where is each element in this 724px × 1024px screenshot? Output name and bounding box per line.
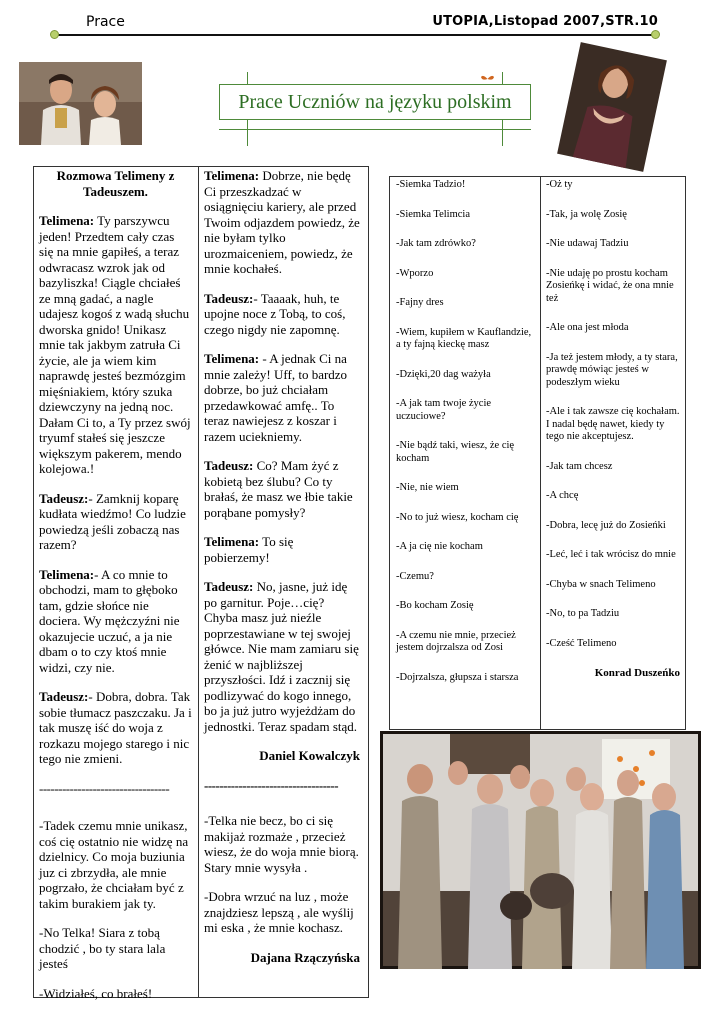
dialogue-line: -Tak, ja wolę Zosię bbox=[546, 208, 627, 220]
story-paragraph: Tadeusz:- Dobra, dobra. Tak sobie tłumacz paszczaku. Ja i tak muszę iść do woja z rozkazu mojego starego i nic tego nie zmieni. bbox=[39, 689, 192, 766]
story-heading: Rozmowa Telimeny z Tadeuszem. bbox=[56, 168, 175, 199]
dialogue-line: -Wiem, kupiłem w Kauflandzie, a ty fajną kieckę masz bbox=[396, 326, 532, 350]
dialogue-line: -Chyba w snach Telimeno bbox=[546, 578, 656, 590]
dialogue-line: -No, to pa Tadziu bbox=[546, 608, 620, 619]
title-line bbox=[247, 72, 248, 84]
title-line bbox=[502, 120, 503, 146]
dialogue-line: -Nie bądź taki, wiesz, że cię kocham bbox=[396, 440, 515, 464]
butterfly-icon bbox=[481, 71, 494, 81]
title-underline bbox=[219, 129, 531, 130]
header-dot-left bbox=[50, 30, 59, 39]
story-paragraph: Tadeusz: No, jasne, już idę po garnitur. Poje…cię? Chyba masz już nieźle poprzestawiane w tej swojej główce. Nie mam zamiaru się żenić w najbliższej przyszłości. Idź i zacznij się podlizywać do kogo innego, bo ja już jutro wyjeżdżam do jednostki. Teraz spadam stąd. bbox=[204, 579, 359, 734]
dialogue-line: -Dobra, lecę już do Zosieńki bbox=[546, 519, 666, 531]
dialogue-line: -Siemka Tadzio! bbox=[396, 179, 466, 190]
actress-photo bbox=[552, 37, 671, 176]
story-column-2 bbox=[204, 168, 360, 979]
dialogue-line: -Ale i tak zawsze cię kochałam. I nadal będę nawet, kiedy ty tego nie akceptujesz. bbox=[546, 406, 680, 442]
story-paragraph: -No Telka! Siara z tobą chodzić , bo ty stara lala jesteś bbox=[39, 925, 166, 971]
separator: ----------------------------------- bbox=[204, 777, 339, 793]
dialogue-right bbox=[546, 179, 680, 697]
title-line bbox=[502, 72, 503, 84]
dialogue-line: -Jak tam chcesz bbox=[546, 460, 613, 472]
dialogue-line: -Czemu? bbox=[396, 570, 434, 582]
dialogue-line: -Nie, nie wiem bbox=[396, 482, 459, 493]
dialogue-line: -Bo kocham Zosię bbox=[396, 600, 474, 611]
separator: ---------------------------------- bbox=[39, 780, 170, 796]
dialogue-line: -A jak tam twoje życie uczuciowe? bbox=[396, 398, 492, 422]
class-group-photo bbox=[380, 731, 701, 969]
section-label: Prace bbox=[86, 14, 125, 30]
author-signature: Daniel Kowalczyk bbox=[259, 748, 360, 763]
movie-couple-photo bbox=[19, 62, 142, 145]
column-divider bbox=[198, 166, 199, 998]
dialogue-line: -Oż ty bbox=[546, 179, 573, 190]
header-dot-right bbox=[651, 30, 660, 39]
dialogue-line: -Nie udawaj Tadziu bbox=[546, 238, 629, 249]
dialogue-line: -Jak tam zdrówko? bbox=[396, 238, 476, 249]
story-paragraph: Telimena: Ty parszywcu jeden! Przedtem cały czas się na mnie gapiłeś, a teraz odwracasz wzrok jak od bazyliszka! Ciągle chciałeś ze mną gadać, a nagle udajesz kogoś z wadą słuchu dworska gnido! Unikasz mnie tak jakbym zatruła Ci życie, ale ja wiem kim naprawdę jesteś bezmózgim mięśniakiem, który szuka dziewczyny na jedną noc. Dałam Ci to, a Ty przez swój tryumf stałeś się jeszcze większym pakerem, mendo kolejowa.! bbox=[39, 213, 191, 476]
dialogue-line: -Wporzo bbox=[396, 267, 434, 279]
dialogue-line: -A czemu nie mnie, przecież jestem dojrzalsza od Zosi bbox=[396, 629, 516, 653]
dialogue-left bbox=[396, 179, 536, 701]
dialogue-line: -Cześć Telimeno bbox=[546, 637, 617, 649]
page-title: Prace Uczniów na języku polskim bbox=[238, 90, 512, 113]
dialogue-line: -Ale ona jest młoda bbox=[546, 322, 629, 333]
dialogue-line: -Fajny dres bbox=[396, 297, 444, 308]
story-paragraph: -Telka nie becz, bo ci się makijaż rozmaże , przecież wiesz, że do woja mnie biorą. Stary mnie wysyła . bbox=[204, 813, 359, 875]
title-box bbox=[219, 84, 531, 120]
story-paragraph: -Widziałeś, co brałeś! bbox=[39, 985, 153, 1001]
story-paragraph: Telimena:- A co mnie to obchodzi, mam to głęboko tam, gdzie słońce nie dociera. Wy mężczyźni nie okazujecie uczuć, a ja nie dbam o to czy ktoś mnie widzi, czy nie. bbox=[39, 566, 180, 675]
story-paragraph: Tadeusz:- Taaaak, huh, te upojne noce z Tobą, to coś, czego nigdy nie zapomnę. bbox=[204, 290, 346, 337]
story-column-1 bbox=[39, 168, 192, 1015]
dialogue-line: -Dzięki,20 dag ważyła bbox=[396, 368, 491, 380]
dialogue-line: -Nie udaję po prostu kocham Zosieńkę i widać, że ona mnie też bbox=[546, 267, 674, 304]
issue-label: UTOPIA,Listopad 2007,STR.10 bbox=[432, 14, 658, 29]
story-paragraph: Telimena: - A jednak Ci na mnie zależy! Uff, to bardzo dobrze, bo już chciałam przedawkować amfę.. To teraz nawiejesz z koszar i razem uciekniemy. bbox=[204, 351, 348, 444]
dialogue-divider bbox=[540, 176, 541, 730]
story-paragraph: -Tadek czemu mnie unikasz, coś cię ostatnio nie widzę na dzielnicy. Co moja buziunia juz ci zbrzydła, ale mnie pogrzało, że chciałam być z takim burakiem jak ty. bbox=[39, 818, 189, 911]
story-paragraph: Tadeusz: Co? Mam żyć z kobietą bez ślubu? Co ty brałaś, że masz we łbie takie porąbane pomysły? bbox=[204, 458, 353, 520]
dialogue-line: -A chcę bbox=[546, 490, 579, 501]
dialogue-line: -Leć, leć i tak wrócisz do mnie bbox=[546, 549, 676, 560]
story-paragraph: Tadeusz:- Zamknij koparę kudłata wiedźmo! Co ludzie powiedzą jeśli zobaczą nas razem? bbox=[39, 490, 186, 552]
dialogue-line: -Dojrzalsza, głupsza i starsza bbox=[396, 671, 519, 683]
author-signature: Dajana Rzączyńska bbox=[250, 949, 360, 965]
dialogue-line: -Ja też jestem młody, a ty stara, prawdę mówiąc jesteś w podeszłym wieku bbox=[546, 351, 678, 388]
header-rule bbox=[58, 34, 654, 36]
title-line bbox=[247, 120, 248, 146]
dialogue-line: -Siemka Telimcia bbox=[396, 208, 471, 220]
author-signature: Konrad Duszeńko bbox=[594, 667, 680, 679]
story-paragraph: -Dobra wrzuć na luz , może znajdziesz lepszą , ale wyślij mi eska , że mnie kochasz. bbox=[204, 889, 354, 935]
dialogue-line: -No to już wiesz, kocham cię bbox=[396, 511, 519, 523]
story-paragraph: Telimena: To się pobierzemy! bbox=[204, 534, 294, 565]
story-paragraph: Telimena: Dobrze, nie będę Ci przeszkadzać w osiągnięciu kariery, ale przed Twoim odjazdem powiedz, że nie byłam tylko urozmaiceniem, powiedz, że mnie kochałeś. bbox=[204, 168, 360, 276]
dialogue-line: -A ja cię nie kocham bbox=[396, 541, 483, 552]
